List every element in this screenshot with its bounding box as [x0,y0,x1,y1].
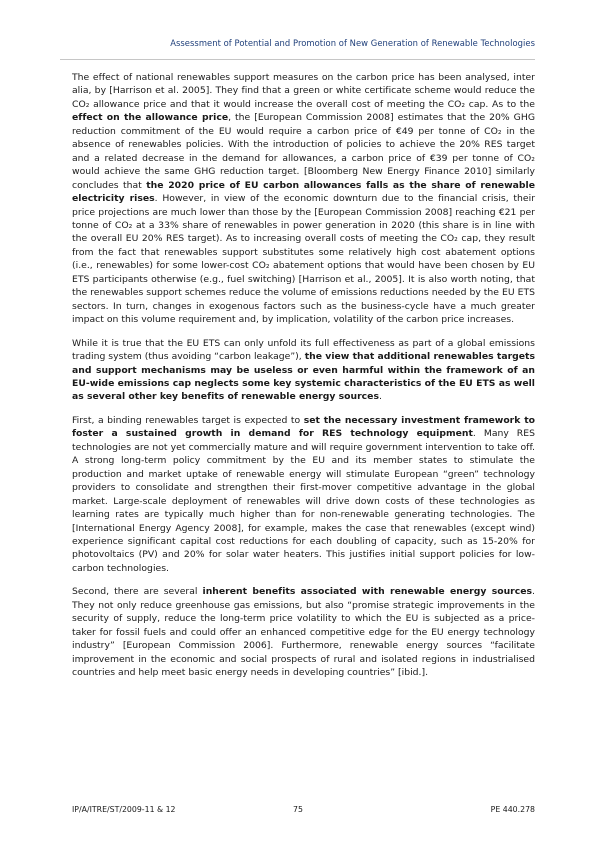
header-divider [60,59,535,60]
pe-reference: PE 440.278 [490,805,535,814]
paragraph-eu-ets [72,337,535,404]
text-span: While it is true that the EU ETS can only unfold its full effectiveness as part of a global emissions trading system (thus avoiding “carbon leakage”), [72,337,535,363]
emphasis-span: inherent benefits associated with renewable energy sources [202,586,533,598]
emphasis-span: set the necessary investment framework to foster a sustained growth in demand for RES technology equipment [72,414,535,440]
text-span: First, a binding renewables target is expected to [72,414,304,426]
document-id: IP/A/ITRE/ST/2009-11 & 12 [72,805,176,814]
text-span: Second, there are several [72,586,203,598]
text-span: . They not only reduce greenhouse gas emissions, but also “promise strategic improvements in the security of supply, reduce the long-term price volatility to which the EU is subjected as a price-taker for fossil fuels and could offer an enhanced competitive edge for the EU energy technology industry” [European Commission 2006]. Furthermore, renewable energy sources “facilitate improvement in the economic and social prospects of rural and isolated regions in industrialised countries and help meet basic energy needs in developing countries” [ibid.]. [72,586,535,679]
paragraph-carbon-price [72,71,535,327]
emphasis-span: effect on the allowance price [72,112,229,124]
text-span: The effect of national renewables support measures on the carbon price has been analysed, inter alia, by [Harrison et al. 2005]. They find that a green or white certificate scheme would reduce the CO₂ allowance price and that it would increase the overall cost of meeting the CO₂ cap. As to the [72,72,535,110]
text-span: . [378,391,382,403]
text-span: . However, in view of the economic downturn due to the financial crisis, their price projections are much lower than those by the [European Commission 2008] reaching €21 per tonne of CO₂ at a 33% share of renewables in power generation in 2020 (this share is in line with the overall EU 20% RES target). As to increasing overall costs of meeting the CO₂ cap, they result from the fact that renewables support substitutes some relatively high cost abatement options (i.e., renewables) for some lower-cost CO₂ abatement options that would have been chosen by EU ETS participants otherwise (e.g., fuel switching) [Harrison et al., 2005]. It is also worth noting, that the renewables support schemes reduce the volume of emissions reductions needed by the EU ETS sectors. In turn, changes in exogenous factors such as the business-cycle have a much greater impact on this volume requirement and, by implication, volatility of the carbon price increases. [72,193,536,326]
paragraph-investment-framework [72,414,535,575]
body-text [72,71,535,689]
running-header: Assessment of Potential and Promotion of New Generation of Renewable Technologies [170,38,535,48]
page-number: 75 [293,805,303,814]
text-span: . Many RES technologies are not yet commercially mature and will require government intervention to take off. A strong long-term policy commitment by the EU and its member states to stimulate the production and market uptake of renewable energy will stimulate European “green” technology providers to consolidate and strengthen their first-mover competitive advantage in the global market. Large-scale deployment of renewables will drive down costs of these technologies as learning rates are typically much higher than for non-renewable generating technologies. The [International Energy Agency 2008], for example, makes the case that renewables (except wind) experience significant capital cost reductions for each doubling of capacity, such as 15-20% for photovoltaics (PV) and 20% for solar water heaters. This justifies initial support policies for low-carbon technologies. [72,428,535,574]
emphasis-span: the 2020 price of EU carbon allowances falls as the share of renewable electricity rises [72,179,535,205]
paragraph-inherent-benefits [72,585,535,679]
text-span: , the [European Commission 2008] estimates that the 20% GHG reduction commitment of the EU would require a carbon price of €49 per tonne of CO₂ in the absence of renewables policies. With the introduction of policies to achieve the 20% RES target and a related decrease in the demand for allowances, a carbon price of €39 per tonne of CO₂ would achieve the same GHG reduction target. [Bloomberg New Energy Finance 2010] similarly concludes that [72,112,535,191]
emphasis-span: the view that additional renewables targets and support mechanisms may be useless or even harmful within the framework of an EU-wide emissions cap neglects some key systemic characteristics of the EU ETS as well as several other key benefits of renewable energy sources [72,351,535,403]
